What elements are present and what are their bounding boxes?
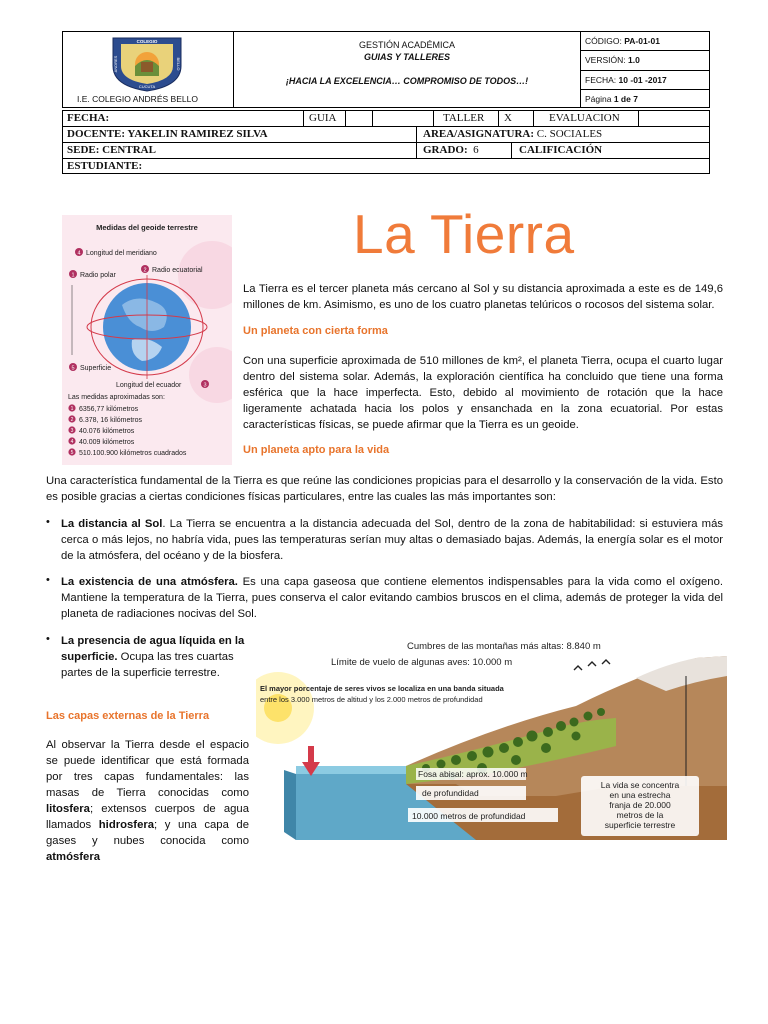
label-cumbres: Cumbres de las montañas más altas: 8.840 m — [407, 641, 601, 652]
docente-field: DOCENTE: YAKELIN RAMIREZ SILVA — [67, 128, 268, 140]
info-grid — [62, 110, 710, 174]
label-vida-5: superficie terrestre — [604, 820, 676, 830]
info-row-fecha — [63, 111, 709, 127]
bullet-atmosfera: La existencia de una atmósfera. Es una capa gaseosa que contiene elementos indispensables para la vida como el oxígeno. Mantiene la temperatura de la Tierra, pues conserva el calor evitando cambios bruscos en el clima, además de proteger la vida del planeta de radiaciones nocivas del Sol. — [61, 576, 724, 620]
svg-text:2: 2 — [70, 417, 74, 424]
geoid-title: Medidas del geoide terrestre — [96, 223, 198, 232]
bullet-dot-3: • — [46, 633, 50, 645]
area-field: AREA/ASIGNATURA: C. SOCIALES — [423, 128, 603, 140]
school-logo — [107, 36, 187, 92]
label-fosa-2: de profundidad — [422, 788, 479, 798]
motto: ¡HACIA LA EXCELENCIA… COMPROMISO DE TODOS…! — [285, 76, 529, 86]
forma-paragraph: Con una superficie aproximada de 510 millones de km², el planeta Tierra, ocupa el cuarto lugar dentro del sistema solar. Además, la exploración científica ha concluido que tiene una forma esférica que la hace imperfecta. Esto, debido al movimiento de rotación que la hace ligeramente achatada hacia los polos y ensanchada en la zona ecuatorial. Por estas características físicas, se puede afirmar que la Tierra es un geoide. — [243, 355, 723, 431]
heading-forma: Un planeta con cierta forma — [243, 325, 388, 337]
info-row-sede — [63, 143, 709, 159]
codigo-row: CÓDIGO: PA-01-01 — [581, 32, 709, 51]
logo-text-left: ANDRES — [113, 55, 118, 73]
logo-cell — [63, 32, 234, 107]
header-right — [581, 32, 709, 107]
taller-field: TALLER — [443, 112, 485, 124]
school-name: I.E. COLEGIO ANDRÉS BELLO — [77, 94, 198, 104]
geoid-measure-2: 6.378, 16 kilómetros — [79, 417, 143, 424]
svg-text:3: 3 — [203, 382, 207, 389]
svg-text:2: 2 — [143, 267, 147, 274]
svg-text:4: 4 — [70, 439, 74, 446]
fecha-field: FECHA: — [67, 112, 110, 124]
label-limite-aves: Límite de vuelo de algunas aves: 10.000 m — [331, 657, 513, 668]
document-header — [62, 31, 710, 108]
geoid-label-radio-ecuatorial: Radio ecuatorial — [152, 267, 203, 274]
sede-field: SEDE: CENTRAL — [67, 144, 156, 156]
svg-text:1: 1 — [70, 406, 74, 413]
geoid-measure-5: 510.100.900 kilómetros cuadrados — [79, 450, 187, 457]
geoid-label-ecuador: Longitud del ecuador — [116, 382, 182, 389]
evaluacion-field: EVALUACION — [549, 112, 620, 124]
label-vida-4: metros de la — [616, 810, 664, 820]
biosphere-diagram — [256, 636, 727, 840]
calificacion-field: CALIFICACIÓN — [519, 144, 603, 156]
vida-paragraph: Una característica fundamental de la Tierra es que reúne las condiciones propicias para el desarrollo y la conservación de la vida. Esto es posible gracias a ciertas condiciones físicas particulares, entre las cuales las más importantes son: — [46, 475, 723, 503]
label-vida-2: en una estrecha — [609, 790, 671, 800]
pagina-row: Página 1 de 7 — [585, 93, 638, 104]
bullet-dot-1: • — [46, 516, 50, 528]
geoid-label-radio-polar: Radio polar — [80, 272, 116, 279]
bullet-distancia: La distancia al Sol. La Tierra se encuentra a la distancia adecuada del Sol, dentro de la zona de habitabilidad: si estuviera más cerca o más lejos, no habría vida, pues las temperaturas serían muy altas o demasiado bajas. Además, la energía solar es el motor de la atmósfera, del océano y de la biosfera. — [61, 518, 724, 562]
geoid-measure-3: 40.076 kilómetros — [79, 428, 135, 435]
geoid-label-meridiano: Longitud del meridiano — [86, 250, 157, 257]
geoid-measure-4: 40.009 kilómetros — [79, 439, 135, 446]
info-row-estudiante — [63, 159, 709, 175]
label-4-group — [75, 248, 157, 257]
logo-text-top: COLEGIO — [136, 39, 158, 44]
geoid-measures-title: Las medidas aproximadas son: — [68, 394, 165, 401]
svg-text:4: 4 — [77, 250, 81, 257]
logo-text-bottom: CUCUTA — [138, 84, 156, 89]
page-title: La Tierra — [353, 203, 575, 265]
svg-text:5: 5 — [71, 365, 75, 372]
estudiante-field: ESTUDIANTE: — [67, 160, 143, 172]
label-vida-3: franja de 20.000 — [609, 800, 671, 810]
gestion-label: GESTIÓN ACADÉMICA — [358, 40, 456, 50]
geoid-figure — [62, 215, 232, 465]
label-mayor-porcentaje-1: El mayor porcentaje de seres vivos se localiza en una banda situada — [260, 684, 504, 693]
guia-field: GUIA — [309, 112, 337, 124]
version-row: VERSIÓN: 1.0 — [581, 51, 709, 70]
fecha-row: FECHA: 10 -01 -2017 — [581, 71, 709, 90]
grado-field: GRADO: 6 — [423, 144, 479, 156]
svg-text:5: 5 — [70, 450, 74, 457]
geoid-label-superficie: Superficie — [80, 365, 112, 372]
heading-vida: Un planeta apto para la vida — [243, 444, 390, 456]
bullet-agua: La presencia de agua líquida en la superficie. Ocupa las tres cuartas partes de la superficie terrestre. — [61, 635, 245, 679]
label-vida-1: La vida se concentra — [600, 780, 680, 790]
header-middle — [234, 32, 581, 107]
geoid-measure-1: 6356,77 kilómetros — [79, 406, 139, 413]
svg-text:3: 3 — [70, 428, 74, 435]
svg-text:1: 1 — [71, 272, 75, 279]
taller-mark: X — [504, 112, 512, 124]
capas-paragraph: Al observar la Tierra desde el espacio se puede identificar que está formada por tres capas fundamentales: las masas de Tierra conocidas como litosfera; extensos cuerpos de agua llamados hidrosfera; y una capa de gases y nubes conocida como atmósfera — [46, 739, 249, 863]
heading-capas: Las capas externas de la Tierra — [46, 710, 210, 722]
label-fosa-1: Fosa abisal: aprox. 10.000 m — [418, 769, 528, 779]
label-mayor-porcentaje-2: entre los 3.000 metros de altitud y los 2.000 metros de profundidad — [260, 695, 483, 704]
info-row-docente — [63, 127, 709, 143]
guias-label: GUIAS Y TALLERES — [363, 52, 450, 62]
bullet-dot-2: • — [46, 574, 50, 586]
intro-paragraph: La Tierra es el tercer planeta más cercano al Sol y su distancia aproximada a este es de 149,6 millones de km. Asimismo, es uno de los cuatro planetas telúricos o rocosos del sistema solar. — [243, 283, 723, 311]
label-profundidad: 10.000 metros de profundidad — [412, 811, 526, 821]
logo-text-right: BELLO — [176, 57, 181, 71]
